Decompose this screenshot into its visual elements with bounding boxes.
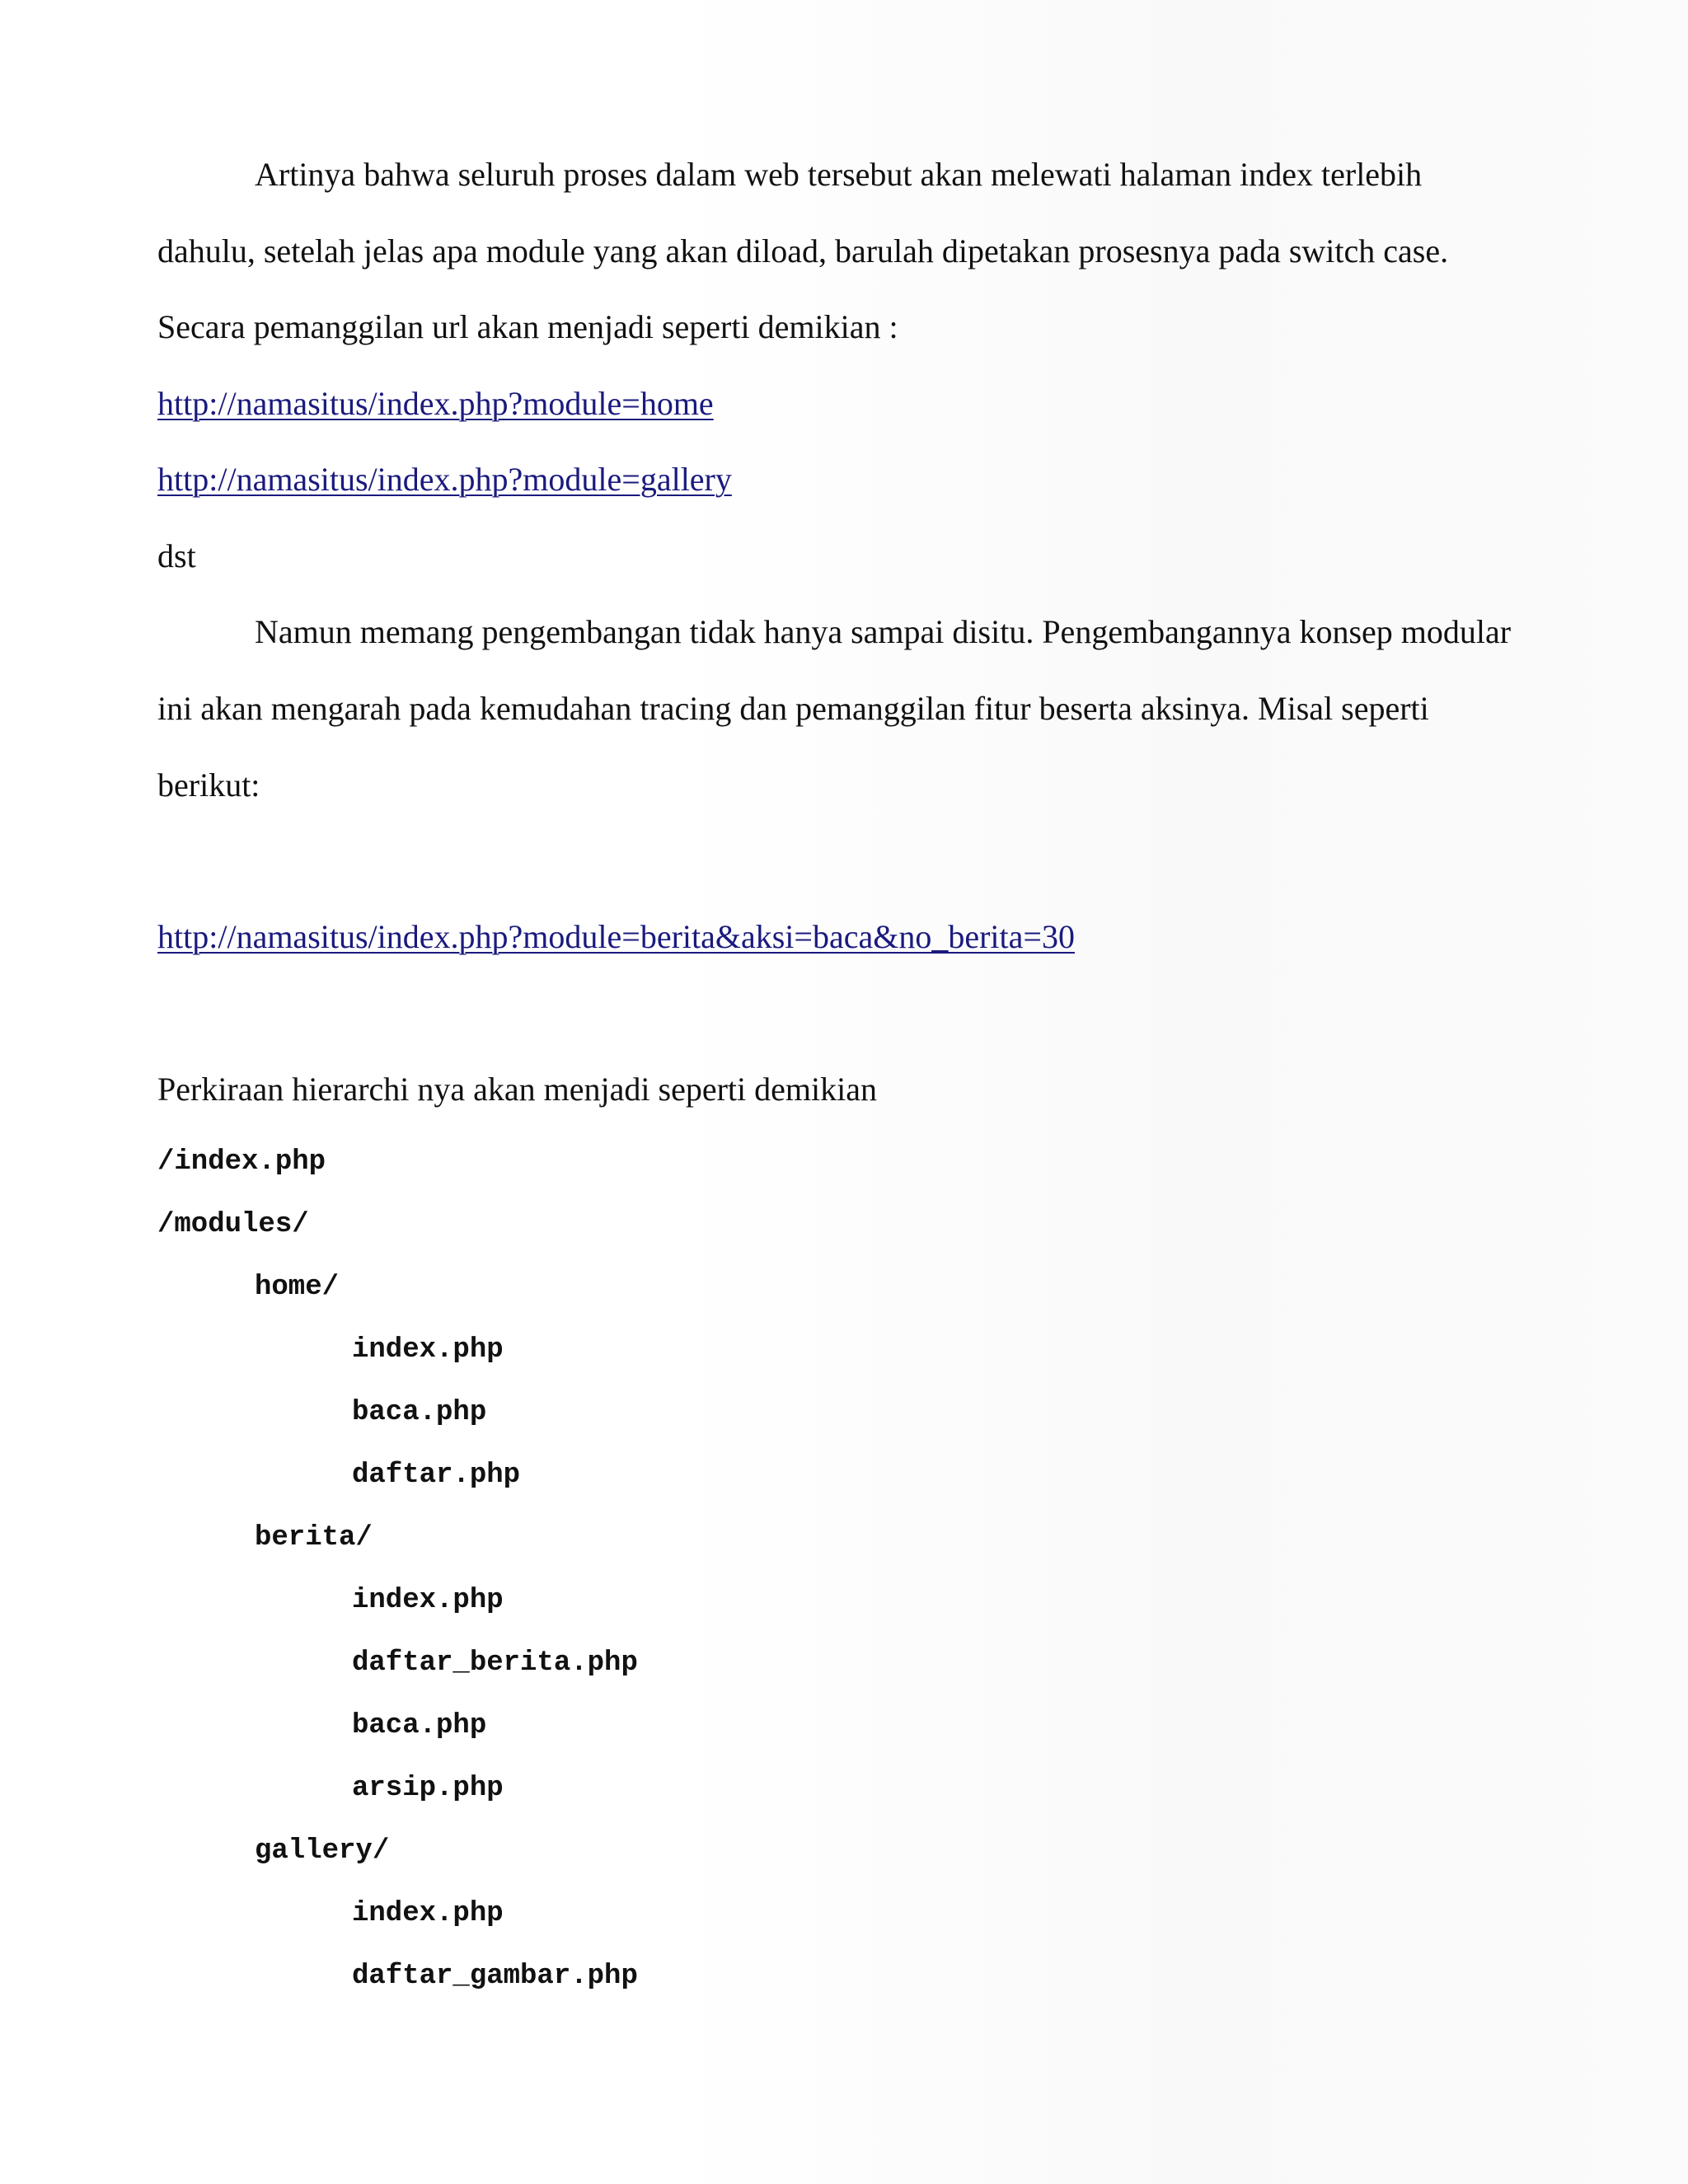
link-gallery[interactable]: http://namasitus/index.php?module=gallery (157, 461, 732, 498)
paragraph-2-line-2: ini akan mengarah pada kemudahan tracing dan pemanggilan fitur beserta aksinya. Misal seperti (157, 690, 1429, 727)
paragraph-1-line-3: Secara pemanggilan url akan menjadi seperti demikian : (157, 308, 898, 345)
link-berita-line (157, 917, 1075, 957)
tree-berita-file: baca.php (352, 1710, 487, 1741)
tree-root-index: /index.php (157, 1146, 326, 1178)
tree-berita-file: daftar_berita.php (352, 1647, 638, 1679)
tree-home-folder: home/ (255, 1272, 340, 1303)
tree-gallery-folder: gallery/ (255, 1835, 390, 1867)
tree-gallery-file: index.php (352, 1898, 504, 1929)
tree-berita-file: index.php (352, 1585, 504, 1616)
link-berita[interactable]: http://namasitus/index.php?module=berita&aksi=baca&no_berita=30 (157, 918, 1075, 955)
tree-home-file: baca.php (352, 1397, 487, 1428)
link-gallery-line (157, 460, 732, 499)
paragraph-2-line-3: berikut: (157, 766, 260, 804)
tree-home-file: index.php (352, 1334, 504, 1366)
tree-berita-folder: berita/ (255, 1522, 373, 1554)
hierarchy-intro: Perkiraan hierarchi nya akan menjadi seperti demikian (157, 1071, 877, 1108)
tree-modules-folder: /modules/ (157, 1209, 309, 1240)
tree-berita-file: arsip.php (352, 1773, 504, 1804)
tree-home-file: daftar.php (352, 1460, 521, 1491)
dst-text: dst (157, 537, 196, 574)
tree-gallery-file: daftar_gambar.php (352, 1961, 638, 1992)
paragraph-2-line-1: Namun memang pengembangan tidak hanya sampai disitu. Pengembangannya konsep modular (255, 613, 1512, 650)
paragraph-1-line-1: Artinya bahwa seluruh proses dalam web tersebut akan melewati halaman index terlebih (255, 156, 1423, 193)
link-home-line (157, 384, 714, 424)
paragraph-1-line-2: dahulu, setelah jelas apa module yang akan diload, barulah dipetakan prosesnya pada switch case. (157, 232, 1449, 269)
link-home[interactable]: http://namasitus/index.php?module=home (157, 385, 714, 422)
